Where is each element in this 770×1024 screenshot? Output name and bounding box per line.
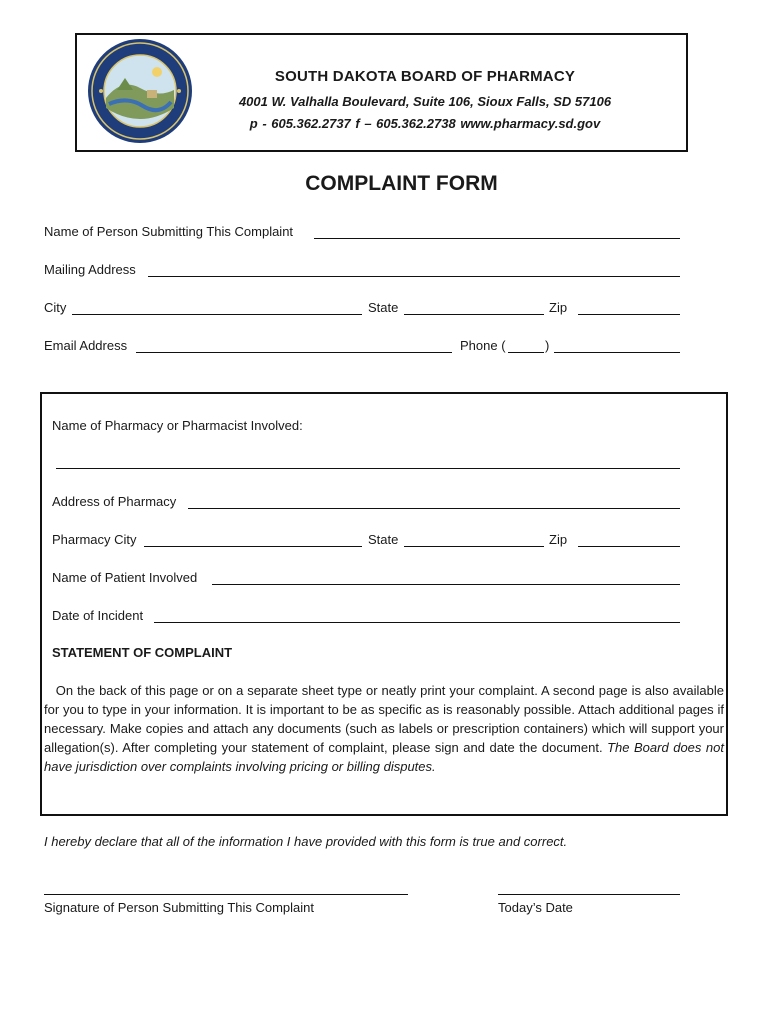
pharmacy-city-field[interactable] bbox=[144, 546, 362, 547]
org-name: SOUTH DAKOTA BOARD OF PHARMACY bbox=[274, 68, 576, 85]
todays-date-field[interactable] bbox=[498, 894, 680, 895]
incident-date-label: Date of Incident bbox=[52, 608, 144, 623]
pharmacy-address-field[interactable] bbox=[188, 508, 680, 509]
pharmacy-state-label: State bbox=[368, 532, 399, 547]
pharmacy-city-label: Pharmacy City bbox=[52, 532, 137, 547]
incident-date-field[interactable] bbox=[154, 622, 680, 623]
submitter-name-label: Name of Person Submitting This Complaint bbox=[44, 224, 294, 239]
declaration: I hereby declare that all of the information I have provided with this form is true and correct. bbox=[44, 834, 568, 849]
pharmacy-zip-label: Zip bbox=[549, 532, 568, 547]
signature-field[interactable] bbox=[44, 894, 408, 895]
city-label: City bbox=[44, 300, 67, 315]
form-title: COMPLAINT FORM bbox=[305, 172, 498, 195]
email-field[interactable] bbox=[136, 352, 452, 353]
pharmacy-zip-field[interactable] bbox=[578, 546, 680, 547]
state-seal-icon bbox=[87, 38, 193, 144]
mailing-address-label: Mailing Address bbox=[44, 262, 136, 277]
phone-number-field[interactable] bbox=[554, 352, 680, 353]
submitter-name-field[interactable] bbox=[314, 238, 680, 239]
email-label: Email Address bbox=[44, 338, 128, 353]
pharmacy-involved-label: Name of Pharmacy or Pharmacist Involved: bbox=[52, 418, 303, 433]
phone-label: Phone ( bbox=[460, 338, 506, 353]
signature-label: Signature of Person Submitting This Complaint bbox=[44, 900, 315, 915]
zip-label: Zip bbox=[549, 300, 568, 315]
statement-disclaimer: The Board does not have jurisdiction over complaints involving pricing or billing disputes. bbox=[44, 740, 724, 774]
phone-area-code-field[interactable] bbox=[508, 352, 544, 353]
patient-name-field[interactable] bbox=[212, 584, 680, 585]
state-label: State bbox=[368, 300, 399, 315]
todays-date-label: Today’s Date bbox=[498, 900, 573, 915]
city-field[interactable] bbox=[72, 314, 362, 315]
org-contact: p - 605.362.2737 f – 605.362.2738 www.pharmacy.sd.gov bbox=[249, 116, 601, 131]
statement-body: On the back of this page or on a separate sheet type or neatly print your complaint. A second page is also available for you to type in your information. It is important to be as specific as is reasonably possible. Attach additional pages if necessary. Make copies and attach any documents (such as labels or prescription containers) which will support your allegation(s). After completing your statement of complaint, please sign and date the document. bbox=[44, 683, 724, 755]
state-field[interactable] bbox=[404, 314, 544, 315]
statement-title: STATEMENT OF COMPLAINT bbox=[52, 645, 233, 660]
pharmacy-state-field[interactable] bbox=[404, 546, 544, 547]
zip-field[interactable] bbox=[578, 314, 680, 315]
mailing-address-field[interactable] bbox=[148, 276, 680, 277]
org-address: 4001 W. Valhalla Boulevard, Suite 106, Sioux Falls, SD 57106 bbox=[238, 94, 612, 109]
phone-label-close: ) bbox=[545, 338, 550, 353]
patient-name-label: Name of Patient Involved bbox=[52, 570, 198, 585]
pharmacy-involved-field[interactable] bbox=[56, 468, 680, 469]
pharmacy-address-label: Address of Pharmacy bbox=[52, 494, 177, 509]
statement-instructions bbox=[44, 681, 724, 776]
